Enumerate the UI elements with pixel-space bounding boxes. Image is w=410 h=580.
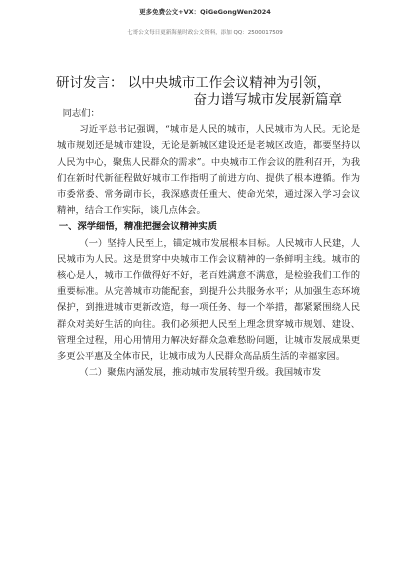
title-line-1: 研讨发言： 以中央城市工作会议精神为引领， <box>56 75 331 91</box>
intro-paragraph: 习近平总书记强调，“城市是人民的城市，人民城市为人民。无论是城市规划还是城市建设，无论是新城区建设还是老城区改造，都要坚持以人民为中心，聚焦人民群众的需求”。中央城市工作会议的胜利召开，为我们在新时代新征程做好城市工作指明了前进方向、提供了根本遵循。作为市委常委、常务副市长，我深感责任重大、使命光荣，通过深入学习会议精神，结合工作实际，谈几点体会。 <box>57 124 360 217</box>
promo-banner: 更多免费公文+VX：QiGeGongWen2024 <box>139 8 271 16</box>
document-body <box>57 106 360 381</box>
section-heading-1: 一、深学细悟，精准把握会议精神实质 <box>58 221 217 233</box>
point-paragraph-1: （一）坚持人民至上，锚定城市发展根本目标。人民城市人民建，人民城市为人民。这是贯穿中央城市工作会议精神的一条鲜明主线。城市的核心是人，城市工作做得好不好，老百姓满意不满意，是检验我们工作的重要标准。从完善城市功能配套，到提升公共服务水平；从加强生态环境保护，到推进城市更新改造，每一项任务、每一个举措，都紧紧围绕人民群众对美好生活的向往。我们必须把人民至上理念贯穿城市规划、建设、管理全过程，用心用情用力解决好群众急难愁盼问题，让城市发展成果更多更公平惠及全体市民，让城市成为人民群众高品质生活的幸福家园。 <box>57 237 360 363</box>
promo-subtitle: 七哥公文每日更新海量时政公文资料，添加 QQ：2500017509 <box>127 30 283 36</box>
document-title <box>56 75 366 109</box>
salutation: 同志们： <box>62 108 100 119</box>
point-paragraph-2: （二）聚焦内涵发展，推动城市发展转型升级。我国城市发 <box>79 367 322 379</box>
title-line-2: 奋力谱写城市发展新篇章 <box>193 92 342 108</box>
